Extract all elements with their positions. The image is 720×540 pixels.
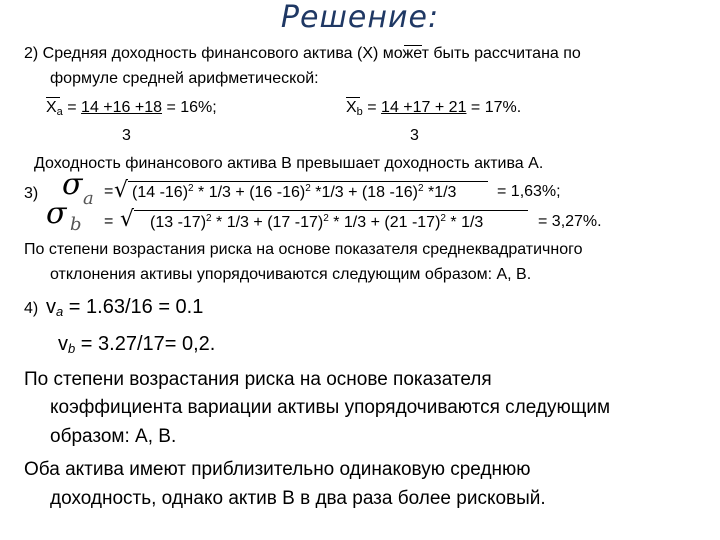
sigma-b-formula (150, 213, 483, 232)
sigma-a-sub: a (83, 188, 94, 209)
p4-number: 4) (24, 300, 39, 317)
p3-number: 3) (24, 185, 39, 202)
vb-formula (58, 333, 215, 356)
sqrt-b-icon: √ (120, 207, 135, 232)
slide-title: Решение: (280, 0, 440, 35)
p2-conclusion: Доходность финансового актива В превышает доходность актива А. (34, 155, 544, 172)
p4-text-line4: Оба актива имеют приблизительно одинаковую среднюю (24, 459, 531, 480)
sqrt-a-icon: √ (114, 178, 129, 203)
xb-overline (346, 97, 360, 98)
xb-label: X (346, 99, 357, 116)
xa-numerator: 14 +16 +18 (81, 99, 163, 116)
xa-eq: = (67, 99, 77, 116)
va-sub: a (56, 304, 64, 319)
sigma-a-sq3: 2 (417, 183, 424, 194)
sigma-a-term1: (14 -16) (132, 184, 189, 201)
sigma-a-eq: = (104, 183, 114, 200)
sigma-b-sq3: 2 (440, 213, 446, 224)
xb-sub: b (356, 106, 363, 118)
xa-label: X (46, 99, 57, 116)
xa-formula (46, 99, 217, 118)
sigma-a-symbol: σ (62, 167, 83, 202)
sigma-b-sq1: 2 (206, 213, 212, 224)
xa-denominator: 3 (122, 127, 131, 144)
sigma-b-term1: (13 -17) (150, 214, 207, 231)
sigma-a-result: = 1,63%; (497, 183, 561, 200)
sigma-a-term3: *1/3 + (18 -16) (310, 184, 418, 201)
p3-text-line1: По степени возрастания риска на основе показателя среднеквадратичного (24, 241, 583, 258)
p4-text-line1: По степени возрастания риска на основе показателя (24, 369, 492, 390)
sigma-b-eq: = (104, 213, 114, 230)
sigma-a-sq2: 2 (305, 183, 311, 194)
xa-overline (46, 97, 60, 98)
sigma-b-sq2: 2 (323, 213, 329, 224)
sigma-b-result: = 3,27%. (538, 213, 602, 230)
sqrt-b-bar (134, 210, 528, 211)
xb-eq: = (367, 99, 377, 116)
p4-text-line3: образом: А, В. (50, 426, 177, 447)
vb-sub: b (68, 341, 76, 356)
xb-numerator: 14 +17 + 21 (381, 99, 467, 116)
sigma-a-term2: * 1/3 + (16 -16) (193, 184, 306, 201)
xa-sub: a (56, 106, 63, 118)
sigma-b-term2: * 1/3 + (17 -17) (211, 214, 324, 231)
xb-formula (346, 99, 521, 118)
p2-line1: 2) Средняя доходность финансового актива (X) может быть рассчитана по (24, 45, 581, 62)
x-overline (404, 45, 422, 46)
p4-text-line2: коэффициента вариации активы упорядочиваются следующим (50, 397, 611, 418)
va-symbol: v (46, 296, 56, 318)
va-formula (46, 296, 203, 319)
p3-text-line2: отклонения активы упорядочиваются следующим образом: А, В. (50, 266, 532, 283)
xb-result: = 17%. (470, 99, 522, 116)
sigma-b-sub: b (70, 214, 82, 235)
p4-text-line5: доходность, однако актив В в два раза более рисковый. (50, 488, 546, 509)
vb-symbol: v (58, 333, 68, 355)
sigma-a-sq1: 2 (188, 183, 194, 194)
sigma-a-term4: *1/3 (423, 184, 457, 201)
p2-line2: формуле средней арифметической: (50, 70, 319, 87)
sigma-b-term3: * 1/3 + (21 -17) (328, 214, 441, 231)
vb-rest: = 3.27/17= 0,2. (75, 333, 216, 355)
xa-result: = 16%; (166, 99, 217, 116)
sigma-b-symbol: σ (46, 196, 67, 231)
xb-denominator: 3 (410, 127, 419, 144)
sqrt-a-bar (128, 181, 488, 182)
sigma-a-formula (132, 183, 456, 202)
va-rest: = 1.63/16 = 0.1 (63, 296, 204, 318)
sigma-b-term4: * 1/3 (445, 214, 484, 231)
